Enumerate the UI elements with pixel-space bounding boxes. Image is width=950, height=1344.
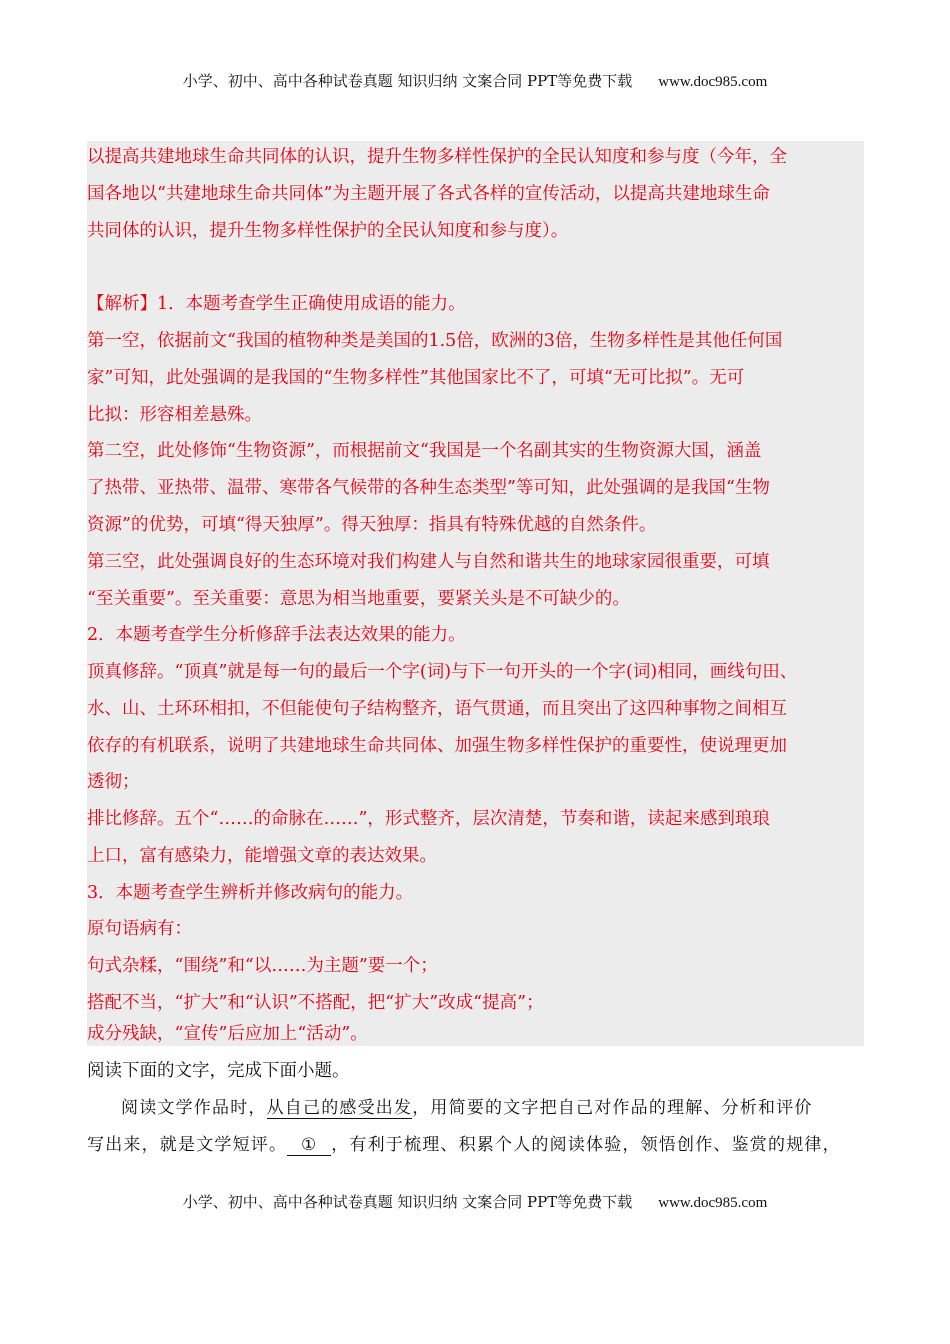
page-header: [0, 70, 950, 91]
reading-instruction: 阅读下面的文字，完成下面小题。: [87, 1061, 350, 1081]
reading-text: ，有利于梳理、积累个人的阅读体验，领悟创作、鉴赏的规律，: [331, 1135, 841, 1155]
analysis-line-11: 顶真修辞。“顶真”就是每一句的最后一个字(词)与下一句开头的一个字(词)相同，画线句田、: [87, 662, 798, 682]
analysis-line-1: 【解析】1．本题考查学生正确使用成语的能力。: [87, 294, 466, 314]
analysis-line-14: 透彻；: [87, 772, 140, 792]
analysis-line-6: 了热带、亚热带、温带、寒带各气候带的各种生态类型”等可知，此处强调的是我国“生物: [87, 478, 770, 498]
answer-line-3: 共同体的认识，提升生物多样性保护的全民认知度和参与度）。: [87, 221, 569, 241]
answer-line-2: 国各地以“共建地球生命共同体”为主题开展了各式各样的宣传活动，以提高共建地球生命: [87, 184, 770, 204]
reading-paragraph-line-1: [121, 1097, 813, 1119]
reading-text: ，用简要的文字把自己对作品的理解、分析和评价: [412, 1098, 813, 1118]
analysis-line-12: 水、山、土环环相扣，不但能使句子结构整齐，语气贯通，而且突出了这四种事物之间相互: [87, 699, 787, 719]
blank-1: ①: [287, 1135, 331, 1156]
analysis-line-3: 家”可知，此处强调的是我国的“生物多样性”其他国家比不了，可填“无可比拟”。无可: [87, 368, 745, 388]
analysis-line-20: 搭配不当，“扩大”和“认识”不搭配，把“扩大”改成“提高”；: [87, 993, 544, 1013]
reading-text: 写出来，就是文学短评。: [87, 1135, 288, 1155]
underlined-phrase: 从自己的感受出发: [266, 1098, 413, 1118]
analysis-line-4: 比拟：形容相差悬殊。: [87, 405, 262, 425]
analysis-line-13: 依存的有机联系，说明了共建地球生命共同体、加强生物多样性保护的重要性，使说理更加: [87, 736, 787, 756]
analysis-line-16: 上口，富有感染力，能增强文章的表达效果。: [87, 846, 437, 866]
footer-text: 小学、初中、高中各种试卷真题 知识归纳 文案合同 PPT等免费下载: [182, 1193, 633, 1211]
analysis-line-9: “至关重要”。至关重要：意思为相当地重要，要紧关头是不可缺少的。: [87, 589, 630, 609]
analysis-line-17: 3．本题考查学生辨析并修改病句的能力。: [87, 883, 414, 903]
reading-paragraph-line-2: [87, 1134, 841, 1156]
header-site-link[interactable]: www.doc985.com: [658, 74, 768, 90]
reading-text: 阅读文学作品时，: [121, 1098, 267, 1118]
analysis-line-5: 第二空，此处修饰“生物资源”，而根据前文“我国是一个名副其实的生物资源大国，涵盖: [87, 441, 762, 461]
analysis-line-2: 第一空，依据前文“我国的植物种类是美国的1.5倍，欧洲的3倍，生物多样性是其他任何国: [87, 331, 783, 351]
analysis-line-8: 第三空，此处强调良好的生态环境对我们构建人与自然和谐共生的地球家园很重要，可填: [87, 552, 770, 572]
analysis-line-15: 排比修辞。五个“……的命脉在……”，形式整齐，层次清楚，节奏和谐，读起来感到琅琅: [87, 809, 770, 829]
analysis-line-10: 2．本题考查学生分析修辞手法表达效果的能力。: [87, 625, 466, 645]
analysis-line-19: 句式杂糅，“围绕”和“以……为主题”要一个；: [87, 956, 438, 976]
header-text: 小学、初中、高中各种试卷真题 知识归纳 文案合同 PPT等免费下载: [182, 72, 633, 90]
analysis-line-7: 资源”的优势，可填“得天独厚”。得天独厚：指具有特殊优越的自然条件。: [87, 515, 657, 535]
analysis-line-21: 成分残缺，“宣传”后应加上“活动”。: [87, 1024, 368, 1044]
page-footer: [0, 1191, 950, 1212]
answer-line-1: 以提高共建地球生命共同体的认识，提升生物多样性保护的全民认知度和参与度（今年，全: [87, 147, 787, 167]
footer-site-link[interactable]: www.doc985.com: [658, 1195, 768, 1211]
analysis-line-18: 原句语病有：: [87, 919, 192, 939]
